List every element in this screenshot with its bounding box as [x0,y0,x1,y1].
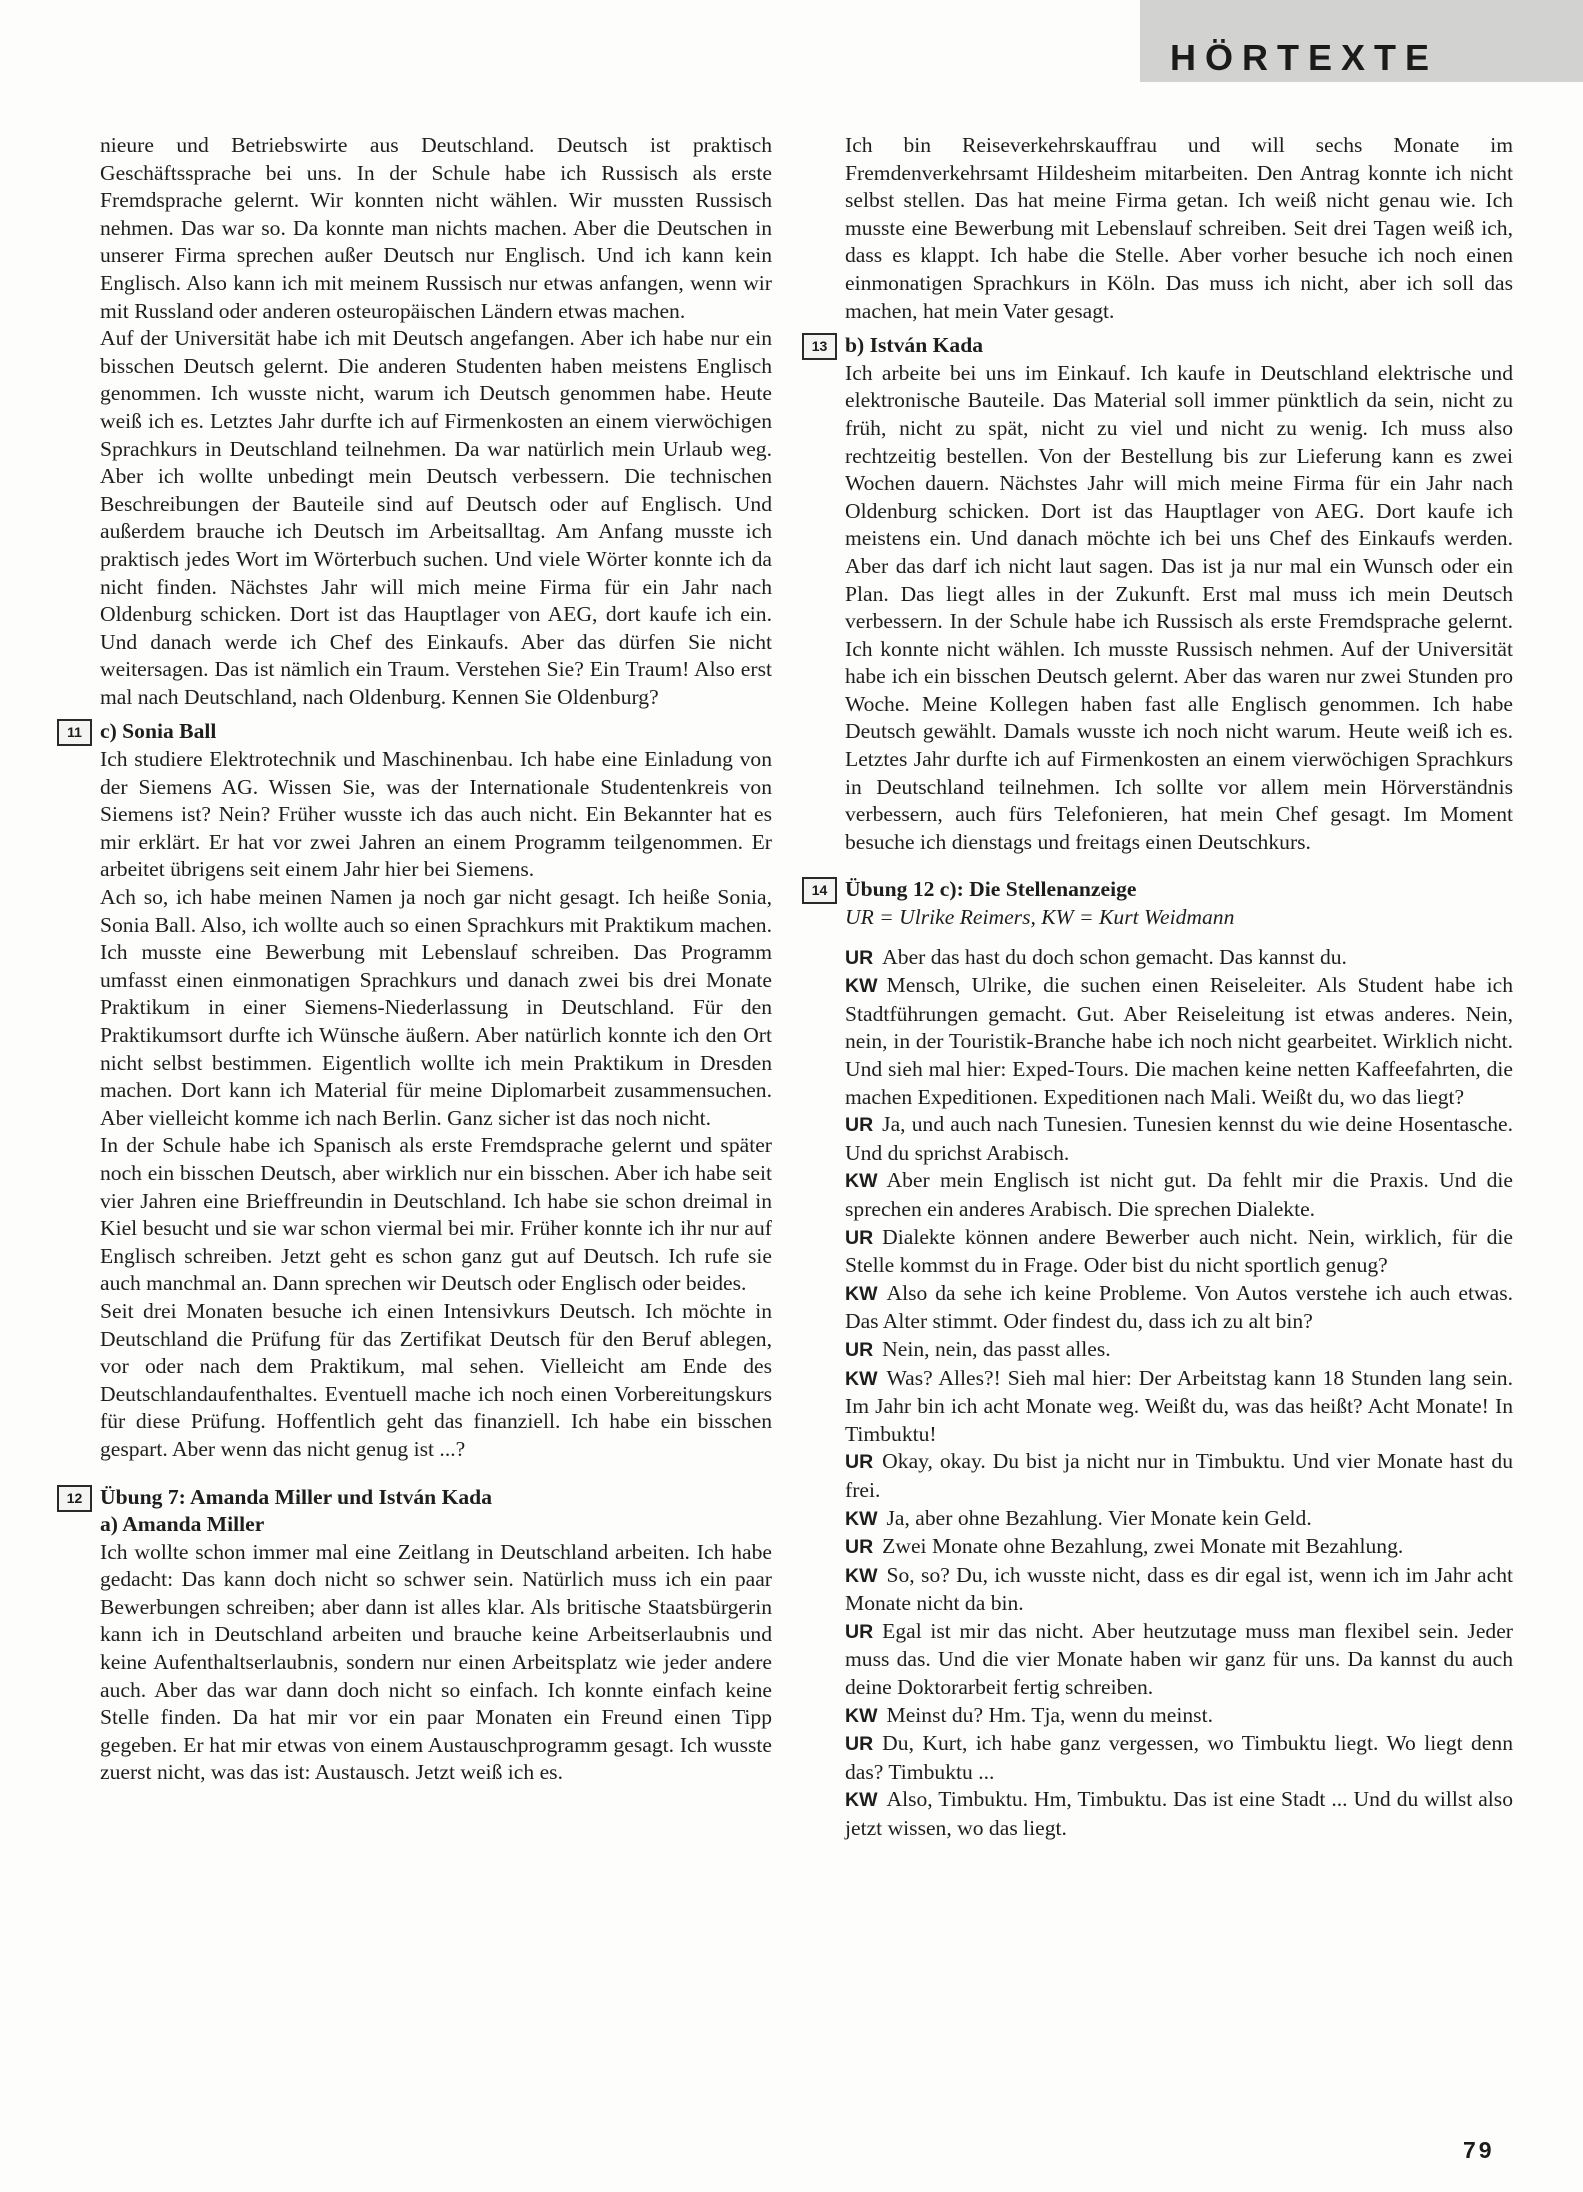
dialogue-text: So, so? Du, ich wusste nicht, dass es dir egal ist, wenn ich im Jahr acht Monate nicht da bin. [845,1562,1513,1616]
intro-paragraph: nieure und Betriebswirte aus Deutschland. Deutsch ist praktisch Geschäftssprache bei uns. In der Schule habe ich Russisch als erste Fremdsprache gelernt. Wir konnten nicht wählen. Wir mussten Russisch nehmen. Das war so. Da konnte man nichts machen. Aber die Deutschen in unserer Firma sprechen außer Deutsch nur Englisch. Und ich kann kein Englisch. Also kann ich mit meinem Russisch nur etwas anfangen, wenn wir mit Russland oder anderen osteuropäischen Ländern etwas machen. [100,133,772,323]
intro-paragraph: Auf der Universität habe ich mit Deutsch angefangen. Aber ich habe nur ein bisschen Deutsch gelernt. Die anderen Studenten haben meistens Englisch genommen. Ich wusste nicht, warum ich Deutsch genommen habe. Heute weiß ich es. Letztes Jahr durfte ich auf Firmenkosten an einem vierwöchigen Sprachkurs in Deutschland teilnehmen. Da war natürlich mein Urlaub weg. Aber ich wollte unbedingt mein Deutsch verbessern. Die technischen Beschreibungen der Bauteile sind auf Deutsch oder auf Englisch. Und außerdem brauche ich Deutsch im Arbeitsalltag. Am Anfang musste ich praktisch jedes Wort im Wörterbuch suchen. Und viele Wörter konnte ich da nicht finden. Nächstes Jahr will mich meine Firma für ein Jahr nach Oldenburg schicken. Dort ist das Hauptlager von AEG, dort kaufe ich ein. Und danach werde ich Chef des Einkaufs. Aber das dürfen Sie nicht weitersagen. Das ist nämlich ein Traum. Verstehen Sie? Ein Traum! Also erst mal nach Deutschland, nach Oldenburg. Kennen Sie Oldenburg? [100,326,772,709]
speaker-label: KW [845,975,878,998]
speaker-label: KW [845,1367,878,1390]
dialogue-text: Aber mein Englisch ist nicht gut. Da fehlt mir die Praxis. Und die sprechen ein anderes Arabisch. Die sprechen Dialekte. [845,1168,1513,1221]
dialogue-text: Ja, aber ohne Bezahlung. Vier Monate kein Geld. [886,1505,1312,1530]
dialogue-text: Okay, okay. Du bist ja nicht nur in Timbuktu. Und vier Monate hast du frei. [845,1449,1513,1502]
track-13-section [811,332,1513,856]
dialogue-line [845,1167,1513,1223]
track-12-heading: Übung 7: Amanda Miller und István Kada [100,1484,492,1509]
track-11-paragraph: Ich studiere Elektrotechnik und Maschinenbau. Ich habe eine Einladung von der Siemens AG. Wissen Sie, was der Internationale Studentenkreis von Siemens ist? Nein? Früher wusste ich das auch nicht. Ein Bekannter hat es mir erklärt. Er hat vor zwei Jahren an einem Programm teilgenommen. Er arbeitet übrigens seit einem Jahr hier bei Siemens. [100,747,772,882]
track-13-paragraph: Ich arbeite bei uns im Einkauf. Ich kaufe in Deutschland elektrische und elektronische Bauteile. Das Material soll immer pünktlich da sein, nicht zu früh, nicht zu spät, nicht zu viel und nicht zu wenig. Ich muss also rechtzeitig bestellen. Von der Bestellung bis zur Lieferung kann es zwei Wochen dauern. Nächstes Jahr will mich meine Firma für ein Jahr nach Oldenburg schicken. Dort ist das Hauptlager von AEG. Dort kaufe ich meistens ein. Und danach möchte ich bei uns Chef des Einkaufs werden. Aber das darf ich nicht laut sagen. Das ist ja nur mal ein Wunsch oder ein Plan. Das liegt alles in der Zukunft. Erst mal muss ich mein Deutsch verbessern. In der Schule habe ich Russisch als erste Fremdsprache gelernt. Ich konnte nicht wählen. Ich musste Russisch nehmen. Auf der Universität habe ich ein bisschen Deutsch gelernt. Aber das waren nur zwei Stunden pro Woche. Meine Kollegen haben fast alle Englisch genommen. Ich habe Deutsch gewählt. Damals wusste ich noch nicht warum. Heute weiß ich es. Letztes Jahr durfte ich auf Firmenkosten an einem vierwöchigen Sprachkurs in Deutschland teilnehmen. Ich sollte vor allem mein Hörverständnis verbessern, auch fürs Telefonieren, hat mein Chef gesagt. Im Moment besuche ich dienstags und freitags einen Deutschkurs. [845,360,1513,854]
page-number: 79 [1463,2137,1495,2163]
track-number-badge: 12 [57,1485,92,1512]
track-12-section [66,1484,772,1788]
track-number-badge: 14 [802,877,837,904]
track-14-heading: Übung 12 c): Die Stellenanzeige [845,877,1137,902]
dialogue-text: Dialekte können andere Bewerber auch nicht. Nein, wirklich, für die Stelle kommst du in Frage. Oder bist du nicht sportlich genug? [845,1224,1513,1278]
track-11-section [67,718,772,1463]
dialogue-line [845,1533,1513,1562]
track-11-paragraph: In der Schule habe ich Spanisch als erste Fremdsprache gelernt und später noch ein bisschen Deutsch, aber wirklich nur ein bisschen. Aber ich habe seit vier Jahren eine Brieffreundin in Deutschland. Ich habe sie schon dreimal in Kiel besucht und sie war schon viermal bei mir. Früher konnte ich ihr nur auf Englisch schreiben. Jetzt geht es schon ganz gut auf Deutsch. Ich rufe sie auch manchmal an. Dann sprechen wir Deutsch oder Englisch oder beides. [100,1133,772,1296]
track-13-heading: b) István Kada [845,333,983,358]
dialogue-text: Egal ist mir das nicht. Aber heutzutage muss man flexibel sein. Jeder muss das. Und die vier Monate haben wir ganz für uns. Da kannst du auch deine Doktorarbeit fertig schreiben. [845,1618,1513,1700]
speaker-label: KW [845,1170,878,1193]
dialogue-text: Ja, und auch nach Tunesien. Tunesien kennst du wie deine Hosentasche. Und du sprichst Arabisch. [845,1112,1513,1165]
track-14-roles: UR = Ulrike Reimers, KW = Kurt Weidmann [845,905,1235,930]
left-column [66,132,772,1787]
speaker-label: KW [845,1282,878,1305]
dialogue-text: Du, Kurt, ich habe ganz vergessen, wo Timbuktu liegt. Wo liegt denn das? Timbuktu ... [845,1731,1513,1784]
track-number-badge: 13 [802,333,837,360]
speaker-label: UR [845,1114,874,1137]
dialogue-line [845,972,1513,1111]
continuation-paragraph: Ich bin Reiseverkehrskauffrau und will sechs Monate im Fremdenverkehrsamt Hildesheim mitarbeiten. Den Antrag konnte ich nicht selbst stellen. Das hat meine Firma getan. Ich weiß nicht genau wie. Ich musste eine Bewerbung mit Lebenslauf schreiben. Seit drei Tagen weiß ich, dass es klappt. Ich habe die Stelle. Aber vorher besuche ich noch einen einmonatigen Sprachkurs in Köln. Das muss ich nicht, aber ich soll das machen, hat mein Vater gesagt. [845,133,1513,323]
dialogue-text: Mensch, Ulrike, die suchen einen Reiseleiter. Als Student habe ich Stadtführungen gemacht. Gut. Aber Reiseleitung ist etwas anderes. Nein, nein, in der Touristik-Branche habe ich noch nicht gearbeitet. Wirklich nicht. Und sieh mal hier: Exped-Tours. Die machen keine netten Kaffeefahrten, die machen Expeditionen. Expeditionen nach Mali. Weißt du, wo das liegt? [845,973,1513,1109]
dialogue-text: Also da sehe ich keine Probleme. Von Autos verstehe ich auch etwas. Das Alter stimmt. Oder findest du, dass ich zu alt bin? [845,1280,1513,1334]
speaker-label: UR [845,1733,874,1756]
dialogue-line [845,1562,1513,1618]
speaker-label: UR [845,946,874,969]
speaker-label: UR [845,1226,874,1249]
speaker-label: KW [845,1564,878,1587]
dialogue-line [845,1505,1513,1534]
dialogue-line [845,1618,1513,1702]
speaker-label: UR [845,1536,874,1559]
dialogue-text: Meinst du? Hm. Tja, wenn du meinst. [886,1702,1213,1727]
speaker-label: UR [845,1338,874,1361]
right-column [811,132,1513,1843]
speaker-label: UR [845,1451,874,1474]
track-14-section [811,876,1513,1842]
section-tab [1140,0,1583,82]
dialogue-line [845,1224,1513,1280]
dialogue-line [845,1786,1513,1842]
track-11-heading: c) Sonia Ball [100,719,217,744]
dialogue [845,944,1513,1843]
dialogue-text: Nein, nein, das passt alles. [882,1336,1111,1361]
speaker-label: KW [845,1704,878,1727]
section-title: HÖRTEXTE [1170,37,1439,78]
speaker-label: KW [845,1507,878,1530]
track-12-paragraph: Ich wollte schon immer mal eine Zeitlang in Deutschland arbeiten. Ich habe gedacht: Das kann doch nicht so schwer sein. Natürlich muss ich ein paar Bewerbungen schreiben; aber dann ist alles klar. Als britische Staatsbürgerin kann ich in Deutschland arbeiten und brauche keine Arbeitserlaubnis und keine Aufenthaltserlaubnis, sondern nur einen Arbeitsplatz wie jeder andere auch. Aber das war dann doch nicht so einfach. Ich konnte einfach keine Stelle finden. Da hat mir vor ein paar Monaten ein Freund einen Tipp gegeben. Er hat mir etwas von einem Austauschprogramm gesagt. Ich wusste zuerst nicht, was das ist: Austausch. Jetzt weiß ich es. [100,1539,772,1785]
speaker-label: KW [845,1789,878,1812]
dialogue-line [845,1111,1513,1167]
speaker-label: UR [845,1620,874,1643]
dialogue-line [845,1702,1513,1731]
dialogue-text: Zwei Monate ohne Bezahlung, zwei Monate mit Bezahlung. [882,1534,1404,1559]
dialogue-line [845,944,1513,973]
track-11-paragraph: Seit drei Monaten besuche ich einen Intensivkurs Deutsch. Ich möchte in Deutschland die Prüfung für das Zertifikat Deutsch für den Beruf ablegen, vor oder nach dem Praktikum, mal sehen. Vielleicht am Ende des Deutschlandaufenthaltes. Eventuell mache ich noch einen Vorbereitungskurs für diese Prüfung. Hoffentlich geht das finanziell. Ich habe ein bisschen gespart. Aber wenn das nicht genug ist ...? [100,1298,772,1461]
dialogue-line [845,1730,1513,1786]
track-11-paragraph: Ach so, ich habe meinen Namen ja noch gar nicht gesagt. Ich heiße Sonia, Sonia Ball. Also, ich wollte auch so einen Sprachkurs mit Praktikum machen. Ich musste eine Bewerbung mit Lebenslauf schreiben. Das Programm umfasst einen einmonatigen Sprachkurs und danach zwei bis drei Monate Praktikum in einer Siemens-Niederlassung in Deutschland. Für den Praktikumsort durfte ich Wünsche äußern. Aber natürlich konnte ich den Ort nicht selbst bestimmen. Eigentlich wollte ich mein Praktikum in Dresden machen. Dort kann ich Material für meine Diplomarbeit zusammensuchen. Aber vielleicht komme ich nach Berlin. Ganz sicher ist das noch nicht. [100,885,772,1130]
dialogue-line [845,1336,1513,1365]
dialogue-text: Also, Timbuktu. Hm, Timbuktu. Das ist eine Stadt ... Und du willst also jetzt wissen, wo das liegt. [845,1787,1513,1841]
dialogue-line [845,1448,1513,1504]
dialogue-text: Was? Alles?! Sieh mal hier: Der Arbeitstag kann 18 Stunden lang sein. Im Jahr bin ich acht Monate weg. Weißt du, was das heißt? Acht Monate! In Timbuktu! [845,1365,1513,1446]
dialogue-text: Aber das hast du doch schon gemacht. Das kannst du. [882,944,1347,969]
track-12-subheading: a) Amanda Miller [100,1512,265,1537]
dialogue-line [845,1280,1513,1336]
track-number-badge: 11 [57,719,92,746]
dialogue-line [845,1365,1513,1449]
